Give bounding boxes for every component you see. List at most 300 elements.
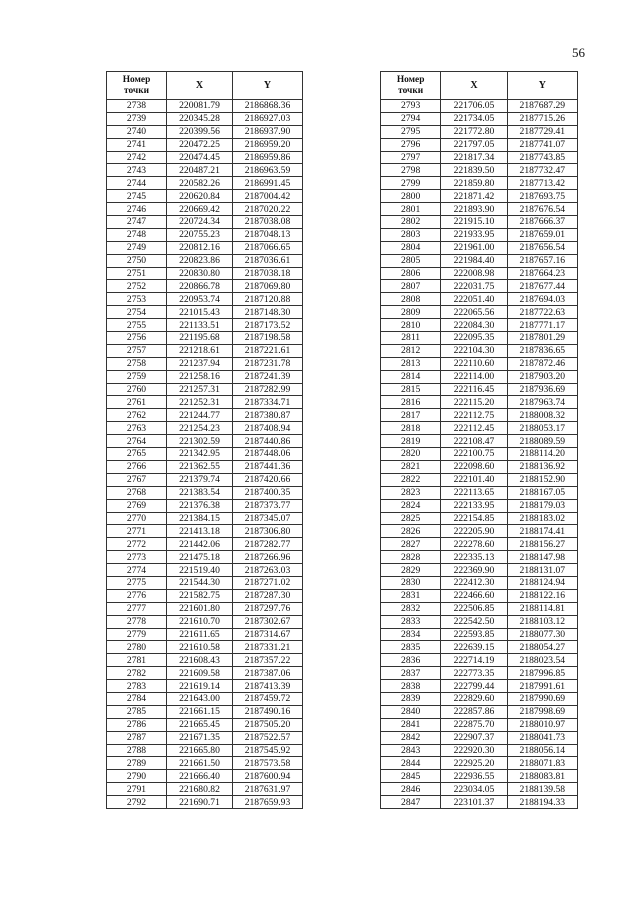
table-row [107,783,303,796]
table-row [381,422,578,435]
table-row [381,692,578,705]
table-row [107,138,303,151]
cell-point-number: 2739 [107,112,167,125]
coordinates-table-right [380,71,578,809]
cell-point-number: 2816 [381,396,441,409]
table-row [107,473,303,486]
cell-y: 2187331.21 [233,641,303,654]
cell-x: 221661.50 [167,757,233,770]
table-row [381,757,578,770]
cell-point-number: 2759 [107,370,167,383]
cell-point-number: 2833 [381,615,441,628]
cell-y: 2186959.20 [233,138,303,151]
cell-y: 2187020.22 [233,203,303,216]
cell-x: 221817.34 [441,151,507,164]
cell-x: 221218.61 [167,344,233,357]
header-row [107,72,303,100]
cell-x: 222115.20 [441,396,507,409]
cell-y: 2187771.17 [507,319,577,332]
table-row [107,177,303,190]
cell-y: 2188174.41 [507,525,577,538]
table-row [381,203,578,216]
cell-x: 222639.15 [441,641,507,654]
cell-y: 2188167.05 [507,486,577,499]
cell-point-number: 2825 [381,512,441,525]
cell-x: 221772.80 [441,125,507,138]
cell-point-number: 2772 [107,538,167,551]
table-body-right [381,100,578,809]
cell-point-number: 2847 [381,796,441,809]
cell-point-number: 2814 [381,370,441,383]
cell-point-number: 2788 [107,744,167,757]
cell-x: 222114.00 [441,370,507,383]
table-row [381,254,578,267]
cell-x: 221133.51 [167,319,233,332]
cell-x: 221413.18 [167,525,233,538]
cell-point-number: 2842 [381,731,441,744]
cell-point-number: 2740 [107,125,167,138]
cell-y: 2187459.72 [233,692,303,705]
cell-point-number: 2801 [381,203,441,216]
cell-point-number: 2830 [381,576,441,589]
cell-x: 220830.80 [167,267,233,280]
table-row [381,628,578,641]
cell-x: 221665.45 [167,718,233,731]
cell-y: 2187441.36 [233,460,303,473]
cell-y: 2187038.18 [233,267,303,280]
cell-point-number: 2803 [381,228,441,241]
table-row [381,344,578,357]
cell-x: 221376.38 [167,499,233,512]
table-row [381,564,578,577]
cell-y: 2187743.85 [507,151,577,164]
table-row [107,499,303,512]
header-y: Y [507,72,577,100]
cell-point-number: 2777 [107,602,167,615]
cell-x: 220474.45 [167,151,233,164]
cell-y: 2187722.63 [507,306,577,319]
cell-point-number: 2840 [381,705,441,718]
table-row [107,731,303,744]
table-row [107,422,303,435]
table-row [381,151,578,164]
cell-y: 2186927.03 [233,112,303,125]
table-row [107,486,303,499]
table-row [381,241,578,254]
cell-point-number: 2768 [107,486,167,499]
cell-y: 2187505.20 [233,718,303,731]
cell-point-number: 2791 [107,783,167,796]
table-row [381,293,578,306]
cell-y: 2188131.07 [507,564,577,577]
header-row [381,72,578,100]
table-row [381,770,578,783]
cell-x: 220812.16 [167,241,233,254]
table-row [107,615,303,628]
cell-point-number: 2826 [381,525,441,538]
cell-x: 222065.56 [441,306,507,319]
cell-x: 222829.60 [441,692,507,705]
cell-point-number: 2767 [107,473,167,486]
table-row [381,615,578,628]
cell-y: 2188156.27 [507,538,577,551]
cell-x: 222542.50 [441,615,507,628]
table-row [381,448,578,461]
table-row [381,680,578,693]
cell-point-number: 2819 [381,435,441,448]
table-row [107,512,303,525]
cell-x: 222412.30 [441,576,507,589]
table-row [107,757,303,770]
cell-y: 2187573.58 [233,757,303,770]
cell-x: 221237.94 [167,357,233,370]
table-row [107,705,303,718]
table-row [381,370,578,383]
cell-y: 2187659.93 [233,796,303,809]
cell-point-number: 2811 [381,332,441,345]
cell-y: 2187297.76 [233,602,303,615]
table-row [107,654,303,667]
cell-y: 2187173.52 [233,319,303,332]
table-row [107,370,303,383]
table-row [107,718,303,731]
cell-y: 2188179.03 [507,499,577,512]
cell-point-number: 2787 [107,731,167,744]
cell-y: 2187004.42 [233,190,303,203]
cell-x: 222506.85 [441,602,507,615]
cell-y: 2188089.59 [507,435,577,448]
cell-x: 221661.15 [167,705,233,718]
table-row [107,680,303,693]
table-row [381,138,578,151]
cell-point-number: 2844 [381,757,441,770]
cell-x: 222133.95 [441,499,507,512]
cell-x: 221797.05 [441,138,507,151]
cell-point-number: 2804 [381,241,441,254]
table-row [381,112,578,125]
cell-point-number: 2761 [107,396,167,409]
table-row [381,551,578,564]
table-row [381,654,578,667]
cell-point-number: 2837 [381,667,441,680]
cell-y: 2188124.94 [507,576,577,589]
cell-y: 2187345.07 [233,512,303,525]
table-row [381,332,578,345]
cell-y: 2188008.32 [507,409,577,422]
cell-point-number: 2843 [381,744,441,757]
cell-x: 221915.10 [441,216,507,229]
cell-y: 2187357.22 [233,654,303,667]
cell-point-number: 2797 [381,151,441,164]
cell-y: 2188041.73 [507,731,577,744]
table-row [107,525,303,538]
table-row [107,383,303,396]
cell-y: 2188114.81 [507,602,577,615]
header-x: X [167,72,233,100]
cell-x: 222101.40 [441,473,507,486]
cell-point-number: 2748 [107,228,167,241]
cell-x: 222113.65 [441,486,507,499]
cell-x: 221619.14 [167,680,233,693]
table-row [381,125,578,138]
cell-point-number: 2749 [107,241,167,254]
cell-x: 222031.75 [441,280,507,293]
table-row [381,164,578,177]
cell-point-number: 2809 [381,306,441,319]
coordinates-table-left [106,71,303,809]
cell-y: 2188183.02 [507,512,577,525]
cell-x: 222095.35 [441,332,507,345]
cell-point-number: 2817 [381,409,441,422]
cell-x: 221257.31 [167,383,233,396]
cell-y: 2188122.16 [507,589,577,602]
cell-x: 221302.59 [167,435,233,448]
table-row [381,409,578,422]
cell-y: 2186937.90 [233,125,303,138]
cell-y: 2186959.86 [233,151,303,164]
table-row [381,460,578,473]
cell-point-number: 2820 [381,448,441,461]
cell-x: 221690.71 [167,796,233,809]
cell-y: 2188053.17 [507,422,577,435]
cell-x: 221252.31 [167,396,233,409]
table-row [107,435,303,448]
cell-x: 222907.37 [441,731,507,744]
cell-y: 2188077.30 [507,628,577,641]
cell-y: 2187048.13 [233,228,303,241]
cell-point-number: 2810 [381,319,441,332]
cell-x: 221442.06 [167,538,233,551]
cell-y: 2187440.86 [233,435,303,448]
table-row [107,254,303,267]
cell-point-number: 2783 [107,680,167,693]
header-point-number [381,72,441,100]
cell-y: 2187522.57 [233,731,303,744]
table-row [381,435,578,448]
cell-x: 222335.13 [441,551,507,564]
cell-point-number: 2774 [107,564,167,577]
cell-x: 222920.30 [441,744,507,757]
cell-y: 2187387.06 [233,667,303,680]
table-row [107,164,303,177]
cell-y: 2187836.65 [507,344,577,357]
cell-y: 2187448.06 [233,448,303,461]
table-row [107,396,303,409]
cell-x: 222154.85 [441,512,507,525]
cell-point-number: 2762 [107,409,167,422]
cell-point-number: 2744 [107,177,167,190]
table-row [107,602,303,615]
cell-x: 220755.23 [167,228,233,241]
cell-point-number: 2754 [107,306,167,319]
cell-point-number: 2812 [381,344,441,357]
cell-point-number: 2807 [381,280,441,293]
table-row [107,744,303,757]
cell-y: 2187271.02 [233,576,303,589]
cell-point-number: 2752 [107,280,167,293]
cell-y: 2187676.54 [507,203,577,216]
cell-x: 222112.75 [441,409,507,422]
cell-x: 222104.30 [441,344,507,357]
cell-point-number: 2771 [107,525,167,538]
cell-y: 2187066.65 [233,241,303,254]
cell-x: 223034.05 [441,783,507,796]
cell-point-number: 2786 [107,718,167,731]
cell-x: 221601.80 [167,602,233,615]
cell-y: 2187287.30 [233,589,303,602]
page-number: 56 [572,45,585,60]
cell-x: 220953.74 [167,293,233,306]
cell-x: 222466.60 [441,589,507,602]
cell-point-number: 2738 [107,100,167,113]
cell-point-number: 2778 [107,615,167,628]
header-y: Y [233,72,303,100]
cell-x: 222278.60 [441,538,507,551]
table-row [381,783,578,796]
table-row [107,551,303,564]
cell-point-number: 2832 [381,602,441,615]
cell-point-number: 2773 [107,551,167,564]
cell-y: 2187801.29 [507,332,577,345]
cell-x: 221671.35 [167,731,233,744]
cell-y: 2187400.35 [233,486,303,499]
cell-y: 2187657.16 [507,254,577,267]
cell-x: 221665.80 [167,744,233,757]
cell-x: 220823.86 [167,254,233,267]
table-row [107,538,303,551]
table-row [381,796,578,809]
cell-x: 221610.70 [167,615,233,628]
table-row [381,177,578,190]
cell-y: 2187936.69 [507,383,577,396]
cell-point-number: 2800 [381,190,441,203]
cell-y: 2187715.26 [507,112,577,125]
cell-x: 221871.42 [441,190,507,203]
cell-x: 221706.05 [441,100,507,113]
cell-x: 221254.23 [167,422,233,435]
cell-point-number: 2831 [381,589,441,602]
cell-point-number: 2770 [107,512,167,525]
table-row [107,357,303,370]
cell-x: 222936.55 [441,770,507,783]
cell-x: 222875.70 [441,718,507,731]
cell-point-number: 2824 [381,499,441,512]
cell-x: 221734.05 [441,112,507,125]
cell-x: 221984.40 [441,254,507,267]
table-row [381,190,578,203]
cell-y: 2187148.30 [233,306,303,319]
cell-x: 220345.28 [167,112,233,125]
cell-y: 2188010.97 [507,718,577,731]
table-row [107,628,303,641]
table-row [107,241,303,254]
cell-y: 2188054.27 [507,641,577,654]
table-row [381,280,578,293]
cell-point-number: 2756 [107,332,167,345]
cell-x: 222857.86 [441,705,507,718]
cell-y: 2186868.36 [233,100,303,113]
cell-point-number: 2846 [381,783,441,796]
cell-x: 221666.40 [167,770,233,783]
table-row [107,112,303,125]
table-row [107,190,303,203]
table-row [107,692,303,705]
cell-x: 221379.74 [167,473,233,486]
cell-y: 2187687.29 [507,100,577,113]
cell-y: 2187694.03 [507,293,577,306]
cell-x: 221384.15 [167,512,233,525]
cell-point-number: 2780 [107,641,167,654]
cell-point-number: 2835 [381,641,441,654]
cell-point-number: 2784 [107,692,167,705]
cell-point-number: 2790 [107,770,167,783]
cell-point-number: 2776 [107,589,167,602]
cell-y: 2187729.41 [507,125,577,138]
cell-point-number: 2745 [107,190,167,203]
table-row [381,357,578,370]
cell-point-number: 2764 [107,435,167,448]
cell-y: 2187036.61 [233,254,303,267]
cell-point-number: 2742 [107,151,167,164]
cell-x: 221383.54 [167,486,233,499]
table-row [107,332,303,345]
cell-x: 221609.58 [167,667,233,680]
cell-y: 2188056.14 [507,744,577,757]
cell-y: 2188152.90 [507,473,577,486]
cell-x: 221680.82 [167,783,233,796]
table-row [107,796,303,809]
cell-y: 2188136.92 [507,460,577,473]
table-row [107,667,303,680]
table-row [107,228,303,241]
cell-point-number: 2834 [381,628,441,641]
cell-y: 2188139.58 [507,783,577,796]
table-row [381,396,578,409]
cell-point-number: 2779 [107,628,167,641]
cell-y: 2187713.42 [507,177,577,190]
cell-point-number: 2836 [381,654,441,667]
cell-y: 2187666.37 [507,216,577,229]
cell-point-number: 2799 [381,177,441,190]
cell-y: 2187306.80 [233,525,303,538]
cell-y: 2187677.44 [507,280,577,293]
cell-y: 2187302.67 [233,615,303,628]
cell-y: 2186991.45 [233,177,303,190]
cell-point-number: 2822 [381,473,441,486]
cell-x: 222100.75 [441,448,507,461]
cell-y: 2187903.20 [507,370,577,383]
cell-x: 222205.90 [441,525,507,538]
header-point-line1: Номер [122,74,151,85]
header-point-number [107,72,167,100]
table-row [381,744,578,757]
cell-y: 2188114.20 [507,448,577,461]
cell-y: 2187996.85 [507,667,577,680]
cell-point-number: 2760 [107,383,167,396]
table-row [107,641,303,654]
cell-y: 2187263.03 [233,564,303,577]
table-row [381,705,578,718]
table-row [107,203,303,216]
cell-y: 2187314.67 [233,628,303,641]
table-row [107,589,303,602]
cell-point-number: 2753 [107,293,167,306]
cell-point-number: 2838 [381,680,441,693]
cell-x: 221342.95 [167,448,233,461]
cell-y: 2187120.88 [233,293,303,306]
cell-point-number: 2815 [381,383,441,396]
cell-x: 221893.90 [441,203,507,216]
